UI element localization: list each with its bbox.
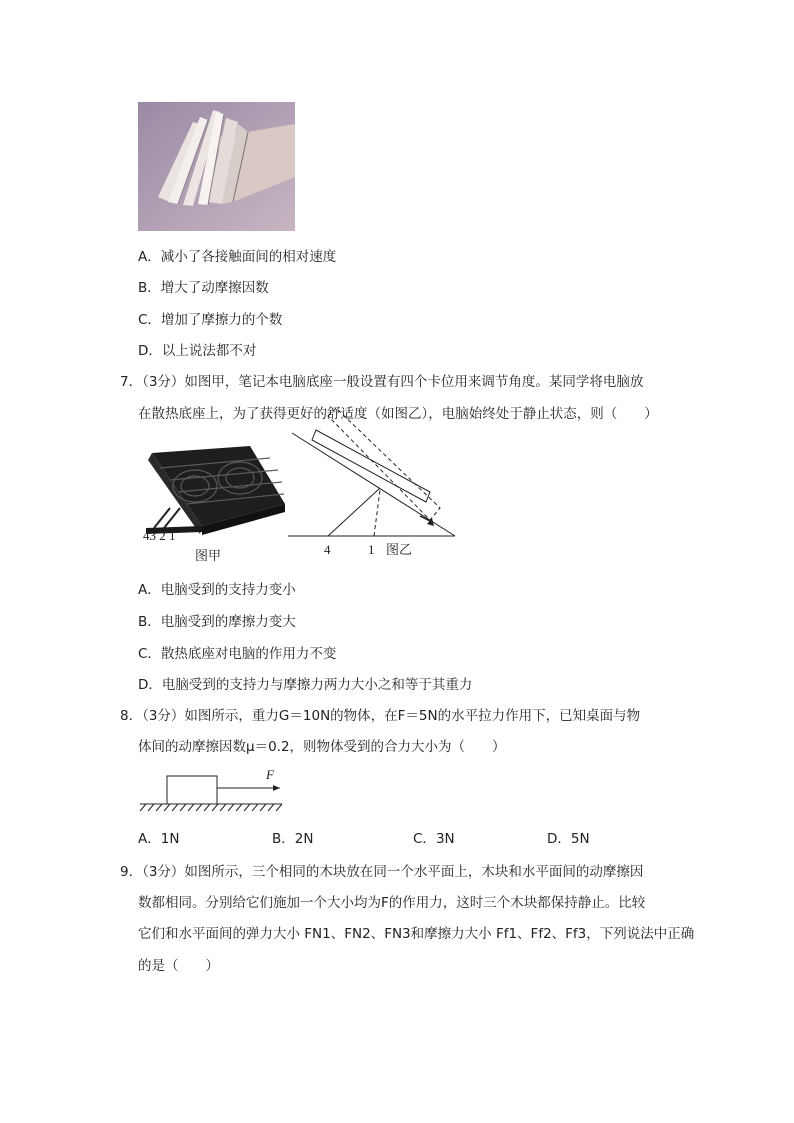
option-b: B．电脑受到的摩擦力变大 [138,614,296,630]
option-c: C．增加了摩擦力的个数 [138,312,283,328]
option-c: C．3N [413,831,455,847]
figure-jia-caption: 图甲 [195,548,222,563]
block-force-diagram [136,764,286,814]
incline-diagram [288,408,455,536]
figure-yi-label-4: 4 [324,542,331,557]
force-label: F [266,767,274,782]
option-d: D．5N [547,831,590,847]
question-8-stem-line-1: 8．（3分）如图所示，重力G＝10N的物体，在F＝5N的水平拉力作用下，已知桌面与物 [120,708,641,724]
question-9-stem-line-2: 数都相同。分别给它们施加一个大小均为F的作用力，这时三个木块都保持静止。比较 [138,895,646,911]
laptop-stand-image [146,446,285,535]
option-d: D．电脑受到的支持力与摩擦力两力大小之和等于其重力 [138,677,473,693]
option-a: A．电脑受到的支持力变小 [138,582,296,598]
question-7-stem-line-2: 在散热底座上，为了获得更好的舒适度（如图乙），电脑始终处于静止状态，则（ ） [138,406,658,422]
figure-yi-label-1: 1 [368,542,375,557]
option-b: B．2N [272,831,314,847]
question-8-stem-line-2: 体间的动摩擦因数μ＝0.2，则物体受到的合力大小为（ ） [138,739,506,755]
option-c: C．散热底座对电脑的作用力不变 [138,646,337,662]
figure-jia-slot-numbers: 43 2 1 [143,528,176,543]
question-9-stem-line-3: 它们和水平面间的弹力大小 FN1、FN2、FN3和摩擦力大小 Ff1、Ff2、Ff3，下列说法中正确 [138,926,695,942]
question-7-stem-line-1: 7．（3分）如图甲，笔记本电脑底座一般设置有四个卡位用来调节角度。某同学将电脑放 [120,374,644,390]
option-a: A．减小了各接触面间的相对速度 [138,249,337,265]
option-b: B．增大了动摩擦因数 [138,280,269,296]
option-a: A．1N [138,831,180,847]
question-9-stem-line-1: 9．（3分）如图所示，三个相同的木块放在同一个水平面上，木块和水平面间的动摩擦因 [120,864,644,880]
laptop-stand-figures [140,408,470,566]
book-pages-photo [138,102,295,231]
question-9-stem-line-4: 的是（ ） [138,958,219,974]
option-d: D．以上说法都不对 [138,343,257,359]
figure-yi-caption: 图乙 [386,542,413,557]
